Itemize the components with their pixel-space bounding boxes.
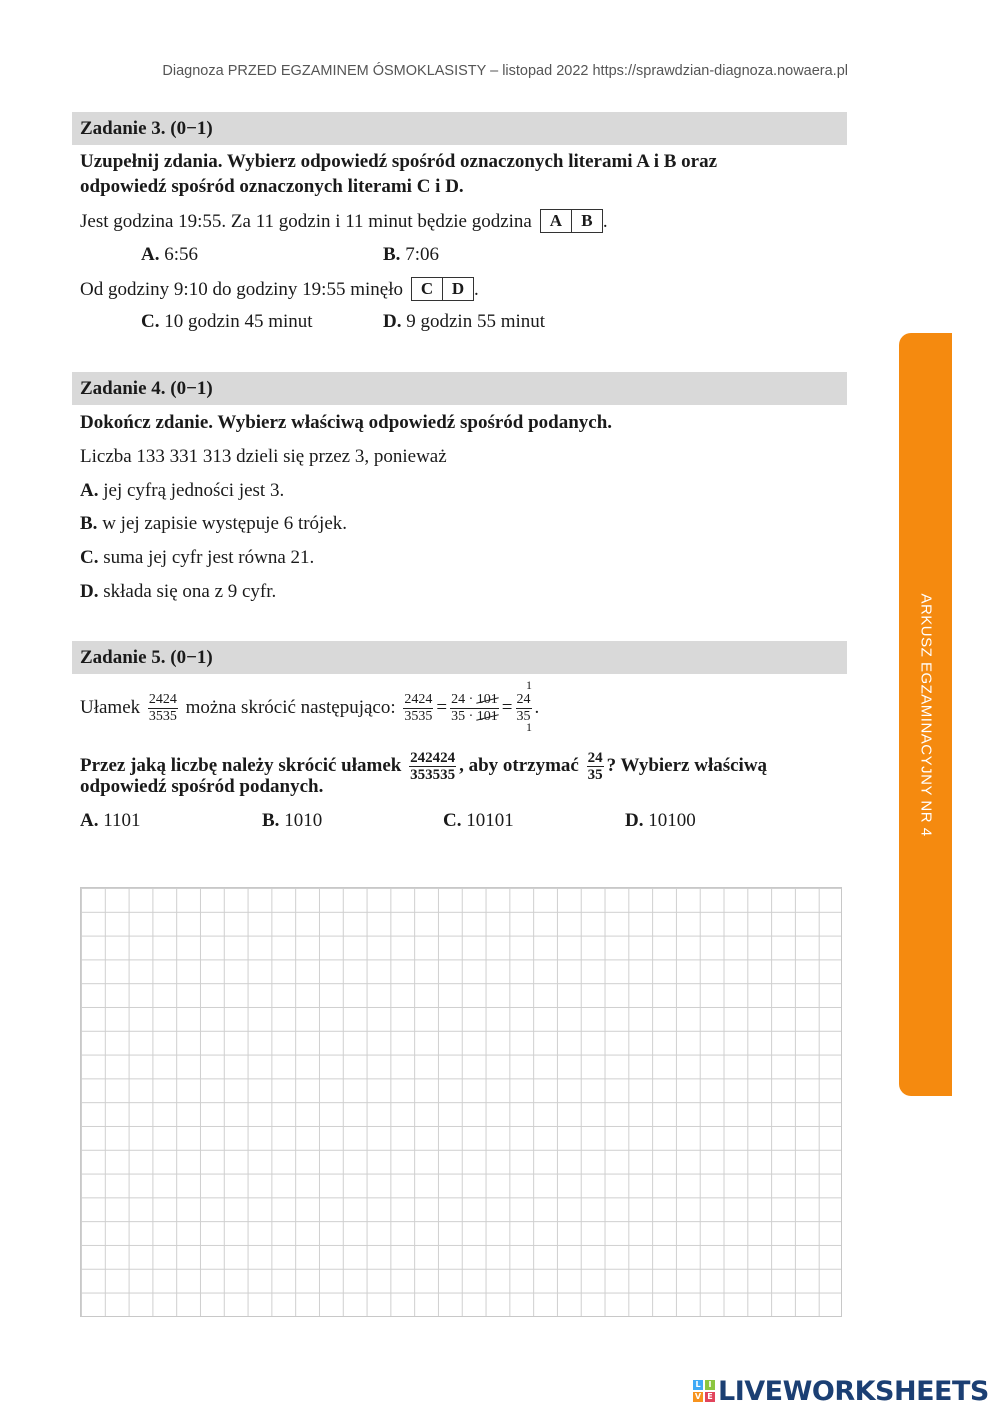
- task4-option-a[interactable]: A. jej cyfrą jedności jest 3.: [80, 480, 285, 501]
- cancel-result-bottom: 1: [526, 720, 532, 734]
- task3-instruction-2: odpowiedź spośród oznaczonych literami C i D.: [80, 176, 464, 197]
- task3-sentence-2: Od godziny 9:10 do godziny 19:55 minęło C D .: [80, 279, 479, 300]
- logo-text: LIVEWORKSHEETS: [718, 1375, 989, 1407]
- task3-instruction-1: Uzupełnij zdania. Wybierz odpowiedź spośród oznaczonych literami A i B oraz: [80, 151, 718, 172]
- task3-title: Zadanie 3. (0−1): [72, 112, 847, 145]
- answer-box-ab[interactable]: [540, 209, 603, 233]
- task5-option-b[interactable]: B. 1010: [262, 810, 323, 831]
- answer-box-c[interactable]: C: [420, 279, 434, 298]
- task3-sentence-2-text: Od godziny 9:10 do godziny 19:55 minęło: [80, 279, 403, 300]
- task3-sentence-1-text: Jest godzina 19:55. Za 11 godzin i 11 minut będzie godzina: [80, 211, 532, 232]
- task5-title: Zadanie 5. (0−1): [72, 641, 847, 674]
- task4-option-b[interactable]: B. w jej zapisie występuje 6 trójek.: [80, 513, 348, 534]
- task4-option-c[interactable]: C. suma jej cyfr jest równa 21.: [80, 547, 315, 568]
- task4-stem: Liczba 133 331 313 dzieli się przez 3, ponieważ: [80, 446, 447, 467]
- task3-option-d[interactable]: D. 9 godzin 55 minut: [383, 311, 546, 332]
- fraction-24-35-b: $\frac{24}{35}$: [587, 750, 603, 783]
- cancel-result-top: 1: [526, 678, 532, 692]
- task4-option-d[interactable]: D. składa się ona z 9 cyfr.: [80, 581, 277, 602]
- side-tab-label: ARKUSZ EGZAMINACYJNY NR 4: [917, 593, 935, 837]
- fraction-24-35: $\frac{24}{35}$: [516, 692, 531, 724]
- liveworksheets-logo: [693, 1376, 989, 1406]
- scratch-grid[interactable]: [80, 887, 842, 1317]
- answer-box-a[interactable]: A: [549, 211, 562, 230]
- task3-option-c[interactable]: C. 10 godzin 45 minut: [141, 311, 313, 332]
- task3-option-b[interactable]: B. 7:06: [383, 244, 439, 265]
- logo-mark-icon: L I V E: [693, 1380, 715, 1402]
- task5-option-d[interactable]: D. 10100: [625, 810, 696, 831]
- fraction-2424-3535-b: $\frac{2424}{3535}$: [404, 692, 433, 724]
- fraction-factored: $\frac{24 \cdot 101}{35 \cdot 101}$: [451, 692, 498, 724]
- task4-title: Zadanie 4. (0−1): [72, 372, 847, 405]
- task5-question: Przez jaką liczbę należy skrócić ułamek $\frac{242424}{353535}$ , aby otrzymać $\frac{24}{35}$ ? Wybierz właściwą: [80, 750, 768, 783]
- fraction-2424-3535: $\frac{2424}{3535}$: [148, 692, 177, 724]
- task3-sentence-1: Jest godzina 19:55. Za 11 godzin i 11 minut będzie godzina A B .: [80, 211, 608, 232]
- answer-box-d[interactable]: D: [442, 278, 473, 300]
- task5-intro: Ułamek $\frac{2424}{3535}$ można skrócić następująco: $\frac{2424}{3535}$ = $\frac{24 \cdot 101}{35 \cdot 101}$ = $\frac{24}{35}$ .: [80, 692, 540, 724]
- answer-box-cd[interactable]: [411, 277, 474, 301]
- task5-option-a[interactable]: A. 1101: [80, 810, 141, 831]
- task4-instruction: Dokończ zdanie. Wybierz właściwą odpowiedź spośród podanych.: [80, 412, 613, 433]
- task5-option-c[interactable]: C. 10101: [443, 810, 514, 831]
- fraction-242424-353535: $\frac{242424}{353535}$: [410, 750, 456, 783]
- task3-option-a[interactable]: A. 6:56: [141, 244, 199, 265]
- answer-box-b[interactable]: B: [571, 210, 602, 232]
- task5-question-2: odpowiedź spośród podanych.: [80, 776, 324, 797]
- page-header: Diagnoza PRZED EGZAMINEM ÓSMOKLASISTY – listopad 2022 https://sprawdzian-diagnoza.nowaera.pl: [162, 63, 848, 79]
